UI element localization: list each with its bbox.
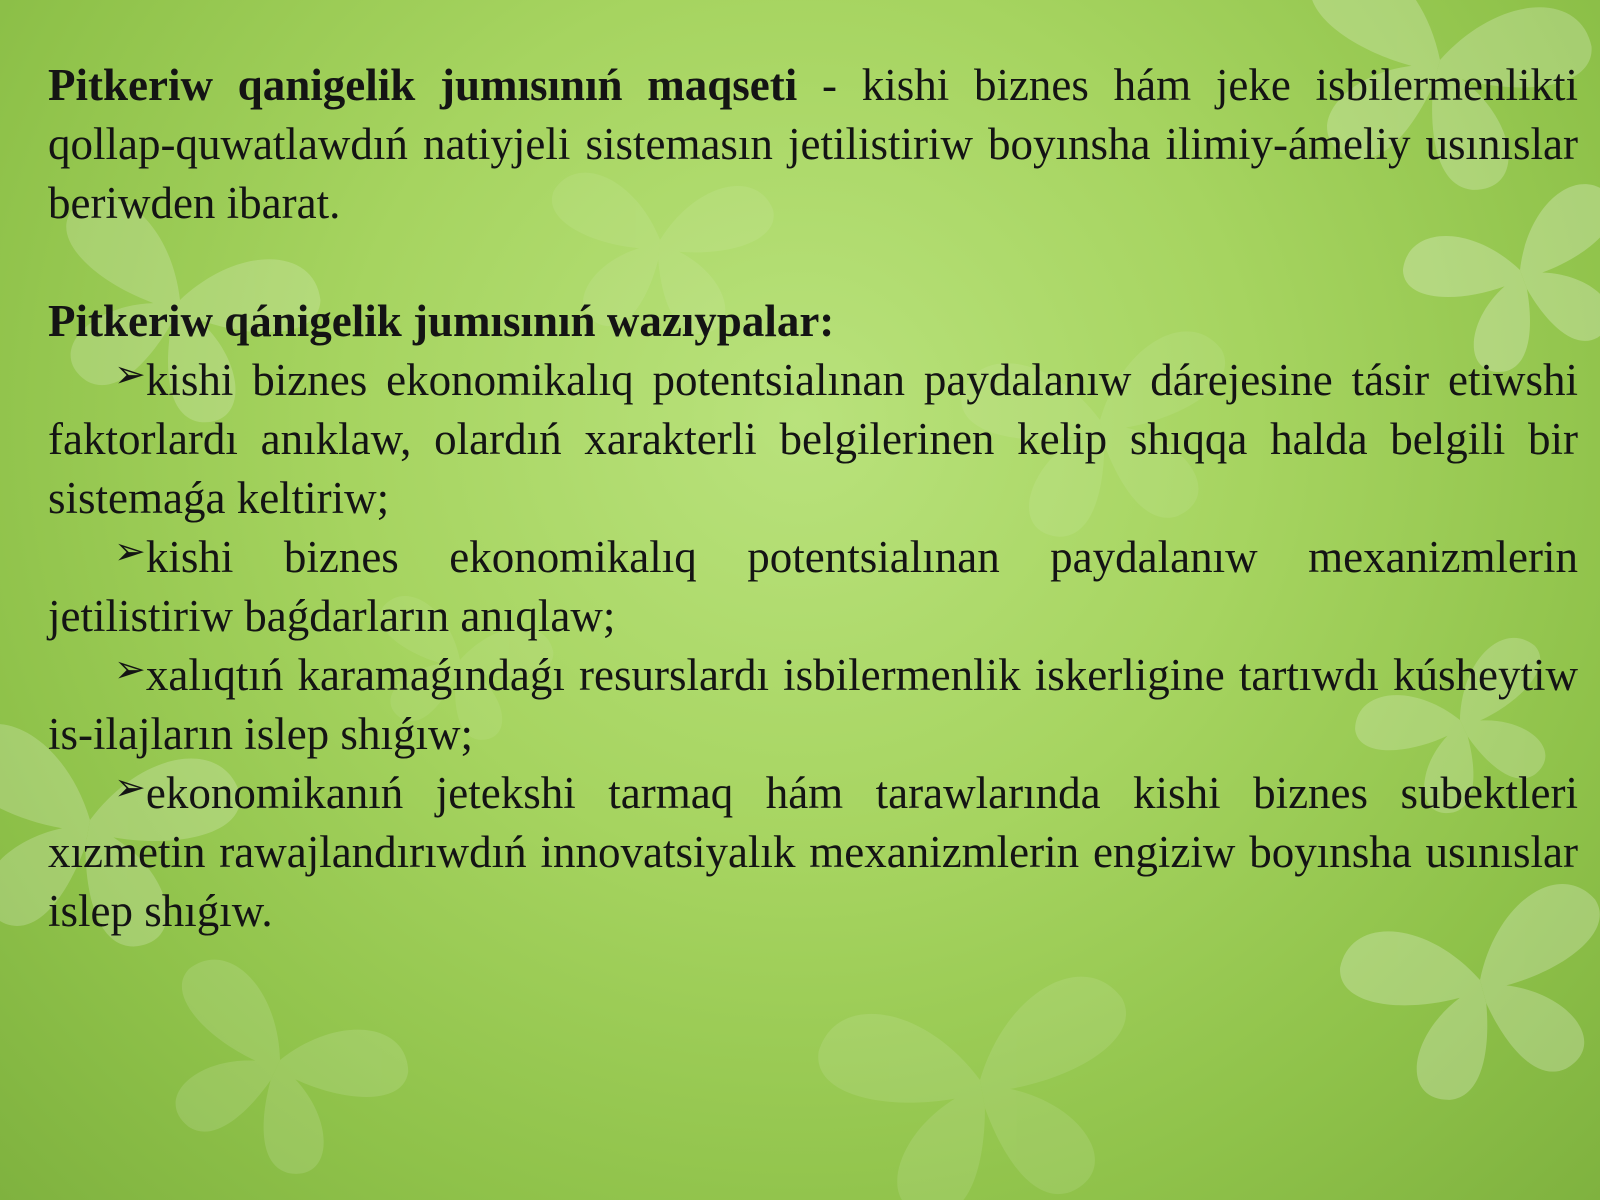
- task-item: [48, 528, 1578, 646]
- arrow-bullet-icon: ➢: [114, 649, 146, 691]
- goal-paragraph: [48, 56, 1578, 233]
- paragraph-spacer: [48, 233, 1578, 292]
- task-item: [48, 351, 1578, 528]
- task-item: [48, 646, 1578, 764]
- task-text: xalıqtıń karamaǵındaǵı resurslardı isbilermenlik iskerligine tartıwdı kúsheytiw is-ilajların islep shıǵıw;: [48, 650, 1578, 759]
- task-text: ekonomikanıń jetekshi tarmaq hám tarawlarında kishi biznes subektleri xızmetin rawajlandırıwdıń innovatsiyalık mexanizmlerin engiziw boyınsha usınıslar islep shıǵıw.: [48, 768, 1578, 936]
- goal-text: - kishi biznes hám jeke isbilermenlikti qollap-quwatlawdıń natiyjeli sistemasın jetilistiriw boyınsha ilimiy-ámeliy usınıslar beriwden ibarat.: [48, 60, 1578, 228]
- slide-body: [48, 56, 1578, 941]
- arrow-bullet-icon: ➢: [114, 531, 146, 573]
- task-text: kishi biznes ekonomikalıq potentsialınan paydalanıw mexanizmlerin jetilistiriw baǵdarların anıqlaw;: [48, 532, 1578, 641]
- tasks-heading: Pitkeriw qánigelik jumısınıń wazıypalar:: [48, 296, 835, 346]
- task-text: kishi biznes ekonomikalıq potentsialınan paydalanıw dárejesine tásir etiwshi faktorlardı anıklaw, olardıń xarakterli belgilerinen kelip shıqqa halda belgili bir sistemaǵa keltiriw;: [48, 355, 1578, 523]
- arrow-bullet-icon: ➢: [114, 767, 146, 809]
- task-item: [48, 764, 1578, 941]
- arrow-bullet-icon: ➢: [114, 354, 146, 396]
- goal-title: Pitkeriw qanigelik jumısınıń maqseti: [48, 60, 798, 110]
